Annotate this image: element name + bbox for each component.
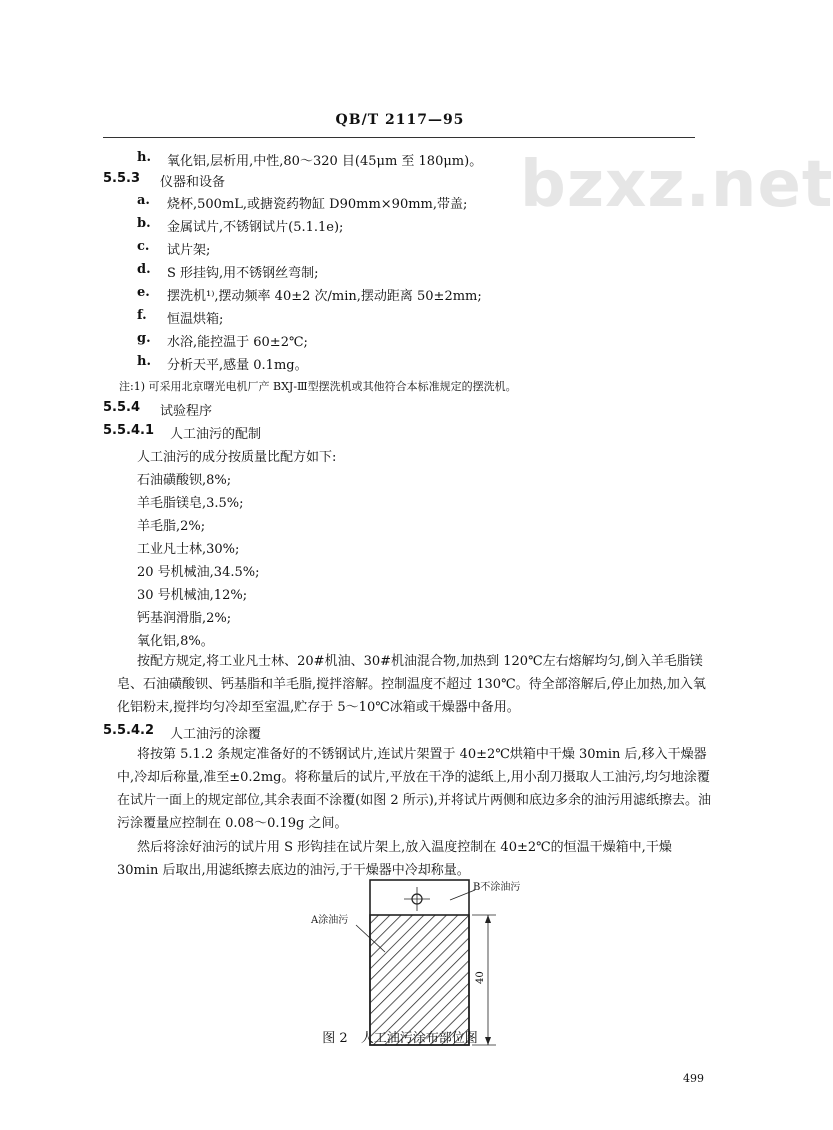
equipment-text: 分析天平,感量 0.1mg。 bbox=[167, 358, 308, 373]
preparation-paragraph: 按配方规定,将工业凡士林、20#机油、30#机油混合物,加热到 120℃左右熔解均匀,倒入羊毛脂镁皂、石油磺酸钡、钙基脂和羊毛脂,搅拌溶解。控制温度不超过 130℃。待全部溶解后,停止加热,加入氧化铝粉末,搅拌均匀冷却至室温,贮存于 5～10℃冰箱或干燥器中备用。 bbox=[117, 654, 706, 715]
recipe-item: 羊毛脂,2%; bbox=[137, 519, 206, 534]
recipe-item: 氧化铝,8%。 bbox=[137, 634, 214, 649]
section-number: 5.5.4.1 bbox=[103, 423, 154, 438]
equipment-label: c. bbox=[137, 239, 150, 254]
section-title: 试验程序 bbox=[160, 404, 213, 419]
recipe-item: 工业凡士林,30%; bbox=[137, 542, 240, 557]
item-text: 氧化铝,层析用,中性,80～320 目(45μm 至 180μm)。 bbox=[167, 154, 483, 169]
equipment-label: e. bbox=[137, 285, 150, 300]
section-title: 仪器和设备 bbox=[160, 175, 226, 190]
coating-paragraph: 将按第 5.1.2 条规定准备好的不锈钢试片,连试片架置于 40±2℃烘箱中干燥 30min 后,移入干燥器中,冷却后称量,准至±0.2mg。将称量后的试片,平放在干净的滤纸上,用小刮刀摄取人工油污,均匀地涂覆在试片一面上的规定部位,其余表面不涂覆(如图 2 所示),并将试片两侧和底边多余的油污用滤纸擦去。油污涂覆量应控制在 0.08～0.19g 之间。 bbox=[117, 747, 711, 831]
equipment-text: 恒温烘箱; bbox=[167, 312, 224, 327]
recipe-item: 钙基润滑脂,2%; bbox=[137, 611, 232, 626]
equipment-text: 金属试片,不锈钢试片(5.1.1e); bbox=[167, 220, 344, 235]
equipment-text: 烧杯,500mL,或搪瓷药物缸 D90mm×90mm,带盖; bbox=[167, 197, 468, 212]
figure-caption: 图 2 人工油污涂布部位图 bbox=[322, 1031, 478, 1046]
item-label: h. bbox=[137, 150, 151, 165]
equipment-text: S 形挂钩,用不锈钢丝弯制; bbox=[167, 266, 319, 281]
recipe-intro: 人工油污的成分按质量比配方如下: bbox=[137, 450, 337, 465]
page-number: 499 bbox=[683, 1072, 704, 1085]
section-number: 5.5.3 bbox=[103, 171, 141, 186]
watermark: bzxz.net bbox=[520, 148, 833, 222]
section-number: 5.5.4 bbox=[103, 400, 141, 415]
section-title: 人工油污的配制 bbox=[170, 427, 262, 442]
equipment-label: a. bbox=[137, 193, 150, 208]
equipment-text: 摆洗机¹⁾,摆动频率 40±2 次/min,摆动距离 50±2mm; bbox=[167, 289, 482, 304]
label-a: A涂油污 bbox=[311, 915, 349, 926]
section-number: 5.5.4.2 bbox=[103, 723, 154, 738]
standard-code-header: QB/T 2117—95 bbox=[335, 112, 465, 128]
equipment-label: b. bbox=[137, 216, 151, 231]
recipe-item: 羊毛脂镁皂,3.5%; bbox=[137, 496, 244, 511]
equipment-label: d. bbox=[137, 262, 151, 277]
coated-region bbox=[370, 915, 469, 1045]
dimension-label: 40 bbox=[475, 971, 486, 984]
coating-diagram bbox=[300, 880, 520, 1130]
section-title: 人工油污的涂覆 bbox=[170, 727, 262, 742]
footnote: 注:1) 可采用北京曙光电机厂产 BXJ-Ⅲ型摆洗机或其他符合本标准规定的摆洗机。 bbox=[119, 380, 517, 393]
label-b: B不涂油污 bbox=[473, 882, 521, 893]
header-rule bbox=[103, 137, 695, 138]
equipment-label: g. bbox=[137, 331, 151, 346]
recipe-item: 30 号机械油,12%; bbox=[137, 588, 248, 603]
equipment-text: 试片架; bbox=[167, 243, 211, 258]
recipe-item: 20 号机械油,34.5%; bbox=[137, 565, 260, 580]
equipment-label: f. bbox=[137, 308, 147, 323]
recipe-item: 石油磺酸钡,8%; bbox=[137, 473, 232, 488]
equipment-text: 水浴,能控温于 60±2℃; bbox=[167, 335, 308, 350]
coating-paragraph-2: 然后将涂好油污的试片用 S 形钩挂在试片架上,放入温度控制在 40±2℃的恒温干燥箱中,干燥 30min 后取出,用滤纸擦去底边的油污,于干燥器中冷却称量。 bbox=[117, 840, 672, 878]
equipment-label: h. bbox=[137, 354, 151, 369]
